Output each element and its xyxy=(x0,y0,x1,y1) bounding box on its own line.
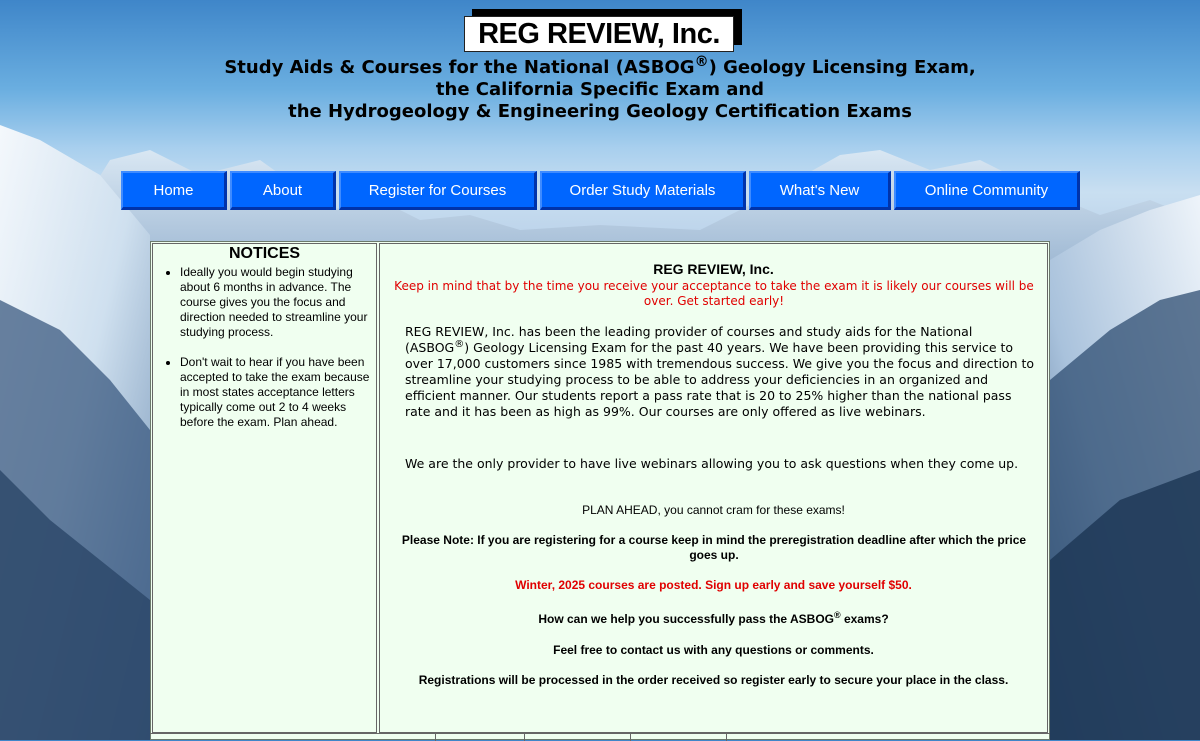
nav-register-button[interactable]: Register for Courses xyxy=(339,171,537,210)
nav-whats-new-button[interactable]: What's New xyxy=(749,171,891,210)
main-content-panel xyxy=(379,243,1048,733)
early-start-notice: Keep in mind that by the time you receive your acceptance to take the exam it is likely our courses will be over. Get started early! xyxy=(394,279,1034,308)
registration-order-text: Registrations will be processed in the order received so register early to secure your place in the class. xyxy=(418,673,1009,687)
main-title: REG REVIEW, Inc. xyxy=(653,261,774,277)
intro-paragraph: REG REVIEW, Inc. has been the leading provider of courses and study aids for the National (ASBOG®) Geology Licensing Exam for the past 40 years. We have been providing this service to over 17,000 customers since 1985 with tremendous success. We give you the focus and direction to streamline your studying process to be able to address your deficiencies in an organized and efficient manner. Our students report a pass rate that is 20 to 25% higher than the national pass rate and it has been as high as 99%. Our courses are only offered as live webinars. xyxy=(405,324,1035,419)
site-logo[interactable]: REG REVIEW, Inc. xyxy=(464,16,734,52)
plan-ahead-text: PLAN AHEAD, you cannot cram for these exams! xyxy=(582,503,845,517)
nav-home-button[interactable]: Home xyxy=(121,171,227,210)
nav-online-community-button[interactable]: Online Community xyxy=(894,171,1080,210)
webinar-paragraph: We are the only provider to have live webinars allowing you to ask questions when they come up. xyxy=(405,456,1019,471)
page-subtitle: Study Aids & Courses for the National (ASBOG®) Geology Licensing Exam, the California Specific Exam and the Hydrogeology & Engineering Geology Certification Exams xyxy=(224,54,976,122)
nav-about-button[interactable]: About xyxy=(230,171,336,210)
contact-text: Feel free to contact us with any questions or comments. xyxy=(553,643,874,657)
preregistration-note: Please Note: If you are registering for a course keep in mind the preregistration deadline after which the price goes up. xyxy=(401,533,1027,562)
notice-item: • Don't wait to hear if you have been accepted to take the exam because in most states acceptance letters typically come out 2 to 4 weeks before the exam. Plan ahead. xyxy=(180,355,376,430)
winter-courses-notice: Winter, 2025 courses are posted. Sign up early and save yourself $50. xyxy=(515,578,912,592)
notices-list xyxy=(153,265,376,430)
notice-item: • Ideally you would begin studying about 6 months in advance. The course gives you the focus and direction needed to streamline your studying process. xyxy=(180,265,376,340)
help-question: How can we help you successfully pass the ASBOG® exams? xyxy=(538,610,889,626)
notices-title: NOTICES xyxy=(228,245,301,262)
notices-panel xyxy=(152,243,377,733)
nav-order-materials-button[interactable]: Order Study Materials xyxy=(540,171,746,210)
